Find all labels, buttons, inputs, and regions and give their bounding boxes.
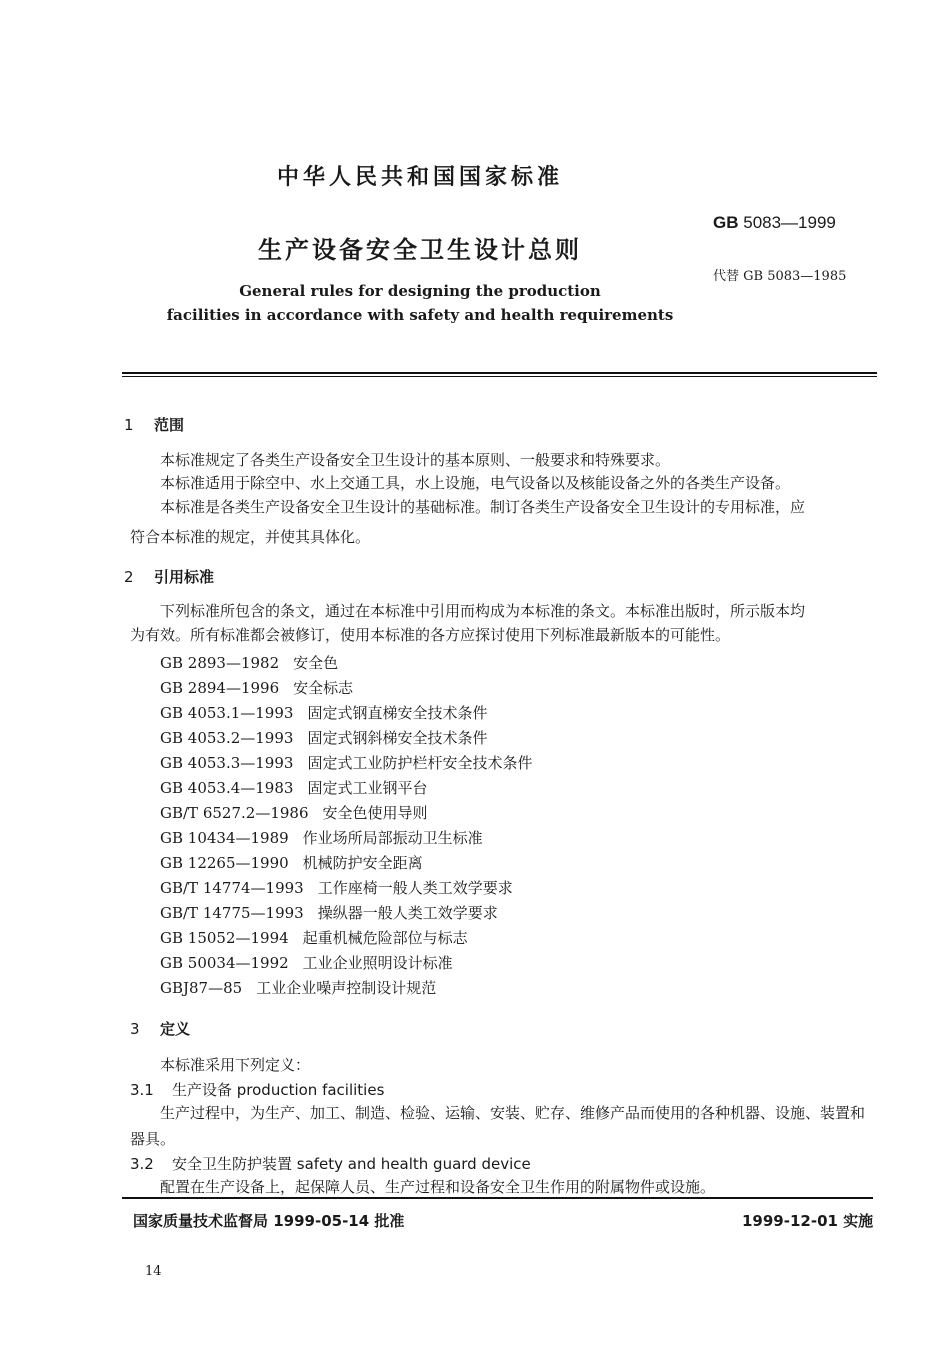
reference-item: GB 4053.4—1983 固定式工业钢平台: [160, 779, 428, 797]
approval-note: 国家质量技术监督局 1999-05-14 批准: [133, 1212, 405, 1230]
definition-3-1-term: 生产设备 production facilities: [172, 1081, 385, 1099]
reference-item: GB/T 14774—1993 工作座椅一般人类工效学要求: [160, 879, 513, 897]
section-3-number: 3: [130, 1020, 140, 1038]
document-title-en-line1: General rules for designing the production: [239, 282, 601, 300]
page-number: 14: [145, 1264, 162, 1279]
footer-divider: [122, 1197, 873, 1199]
reference-item: GB/T 14775—1993 操纵器一般人类工效学要求: [160, 904, 498, 922]
replaces-note: 代替 GB 5083—1985: [713, 269, 847, 284]
header-divider: [122, 372, 877, 374]
section-2-title: 引用标准: [154, 568, 215, 586]
section-3-heading: [130, 1018, 190, 1039]
document-title-en-line2: facilities in accordance with safety and health requirements: [166, 306, 674, 324]
definition-3-1-heading: [130, 1079, 384, 1100]
definition-3-2-text: 配置在生产设备上，起保障人员、生产过程和设备安全卫生作用的附属物件或设施。: [160, 1178, 716, 1196]
definition-3-2-term: 安全卫生防护装置 safety and health guard device: [172, 1155, 531, 1173]
definition-3-1-text-a: 生产过程中，为生产、加工、制造、检验、运输、安装、贮存、维修产品而使用的各种机器、设施、装置和: [160, 1104, 866, 1122]
national-standard-heading: 中华人民共和国国家标准: [276, 165, 563, 190]
document-title-cn: 生产设备安全卫生设计总则: [258, 236, 582, 264]
gb-prefix: GB: [713, 213, 739, 232]
section-3-intro: 本标准采用下列定义：: [160, 1056, 311, 1074]
section-1-paragraph-3b: 符合本标准的规定，并使其具体化。: [130, 528, 371, 546]
section-2-paragraph-1b: 为有效。所有标准都会被修订，使用本标准的各方应探讨使用下列标准最新版本的可能性。: [130, 626, 731, 644]
section-1-heading: [124, 414, 184, 435]
section-1-paragraph-2: 本标准适用于除空中、水上交通工具，水上设施，电气设备以及核能设备之外的各类生产设备。: [160, 474, 791, 492]
reference-item: GB 50034—1992 工业企业照明设计标准: [160, 954, 453, 972]
section-1-number: 1: [124, 416, 134, 434]
reference-item: GB 12265—1990 机械防护安全距离: [160, 854, 423, 872]
reference-item: GB 2894—1996 安全标志: [160, 679, 354, 697]
definition-3-2-number: 3.2: [130, 1155, 154, 1173]
definition-3-1-number: 3.1: [130, 1081, 154, 1099]
reference-item: GB 4053.2—1993 固定式钢斜梯安全技术条件: [160, 729, 488, 747]
definition-3-2-heading: [130, 1153, 531, 1174]
implementation-date: 1999-12-01 实施: [742, 1212, 874, 1230]
reference-item: GB 2893—1982 安全色: [160, 654, 339, 672]
reference-item: GBJ87—85 工业企业噪声控制设计规范: [160, 979, 437, 997]
section-3-title: 定义: [160, 1020, 191, 1038]
section-1-paragraph-3a: 本标准是各类生产设备安全卫生设计的基础标准。制订各类生产设备安全卫生设计的专用标准，应: [160, 498, 806, 516]
section-1-paragraph-1: 本标准规定了各类生产设备安全卫生设计的基本原则、一般要求和特殊要求。: [160, 451, 671, 469]
section-1-title: 范围: [154, 416, 185, 434]
section-2-number: 2: [124, 568, 134, 586]
header-divider-thin: [122, 376, 877, 377]
reference-item: GB 10434—1989 作业场所局部振动卫生标准: [160, 829, 483, 847]
reference-item: GB 4053.3—1993 固定式工业防护栏杆安全技术条件: [160, 754, 533, 772]
reference-item: GB/T 6527.2—1986 安全色使用导则: [160, 804, 428, 822]
reference-item: GB 15052—1994 起重机械危险部位与标志: [160, 929, 468, 947]
definition-3-1-text-b: 器具。: [130, 1130, 176, 1148]
section-2-paragraph-1a: 下列标准所包含的条文，通过在本标准中引用而构成为本标准的条文。本标准出版时，所示版本均: [160, 602, 806, 620]
gb-number: 5083—1999: [743, 213, 836, 232]
section-2-heading: [124, 566, 214, 587]
reference-item: GB 4053.1—1993 固定式钢直梯安全技术条件: [160, 704, 488, 722]
